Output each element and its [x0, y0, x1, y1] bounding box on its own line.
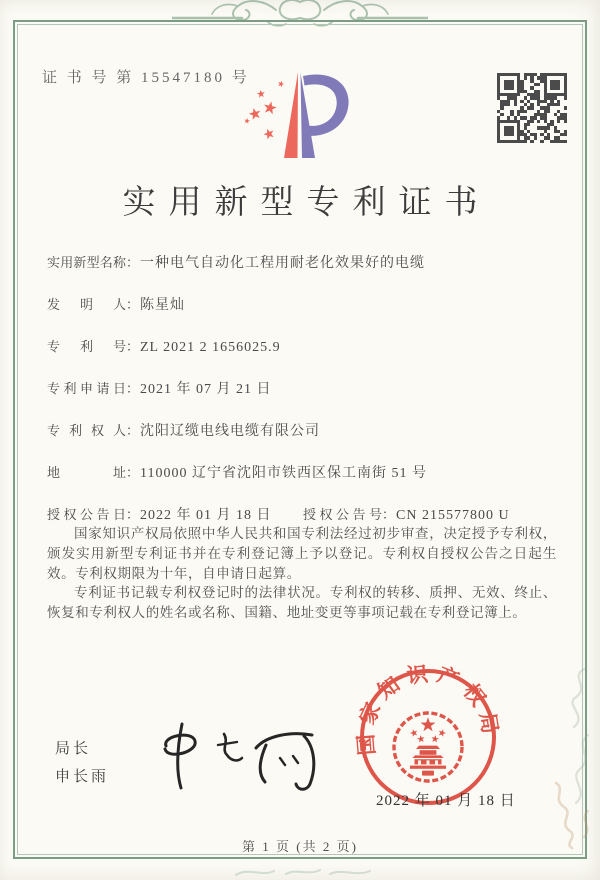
grant-number-pair: 授权公告号：CN 215577800 U [303, 508, 510, 523]
field-label: 专利权人 [47, 423, 126, 438]
field-row-patentee: 专利权人：沈阳辽缆电线电缆有限公司 [47, 419, 557, 442]
field-label: 地址 [47, 465, 126, 480]
signer-name: 申长雨 [55, 769, 110, 785]
field-list [47, 251, 557, 545]
bottom-ornament [228, 865, 378, 880]
field-label: 实用新型名称 [47, 255, 126, 270]
seal-date: 2022 年 01 月 18 日 [376, 793, 516, 809]
signer-title: 局长 [55, 741, 92, 757]
seal-text: 国家知识产权局 [353, 661, 504, 757]
field-value: 沈阳辽缆电线电缆有限公司 [140, 424, 320, 439]
field-value: CN 215577800 U [396, 508, 510, 523]
field-value: 一种电气自动化工程用耐老化效果好的电缆 [140, 256, 425, 271]
emblem-gate [410, 746, 446, 776]
field-value: 陈星灿 [140, 298, 185, 313]
field-label: 发明人 [47, 297, 126, 312]
cnipa-logo-icon [240, 64, 355, 164]
field-label: 专利申请日 [47, 381, 126, 396]
top-ornament [172, 0, 428, 30]
certificate-title: 实用新型专利证书 [122, 185, 491, 221]
field-value: 2022 年 01 月 18 日 [140, 508, 272, 523]
page-number: 第 1 页 (共 2 页) [242, 839, 358, 854]
field-row-grant [47, 503, 557, 526]
field-value: 2021 年 07 月 21 日 [140, 382, 272, 397]
field-row-address: 地址：110000 辽宁省沈阳市铁西区保工南街 51 号 [47, 461, 557, 484]
field-row-name: 实用新型名称：一种电气自动化工程用耐老化效果好的电缆 [47, 251, 557, 274]
field-row-filing-date: 专利申请日：2021 年 07 月 21 日 [47, 377, 557, 400]
field-label: 授权公告号 [303, 507, 382, 522]
legal-paragraph-2: 专利证书记载专利权登记时的法律状况。专利权的转移、质押、无效、终止、恢复和专利权人的姓名或名称、国籍、地址变更等事项记载在专利登记簿上。 [47, 585, 557, 621]
field-label: 专利号 [47, 339, 126, 354]
legal-paragraph-1: 国家知识产权局依照中华人民共和国专利法经过初步审查，决定授予专利权，颁发实用新型专利证书并在专利登记簿上予以登记。专利权自授权公告之日起生效。专利权期限为十年，自申请日起算。 [47, 526, 557, 581]
field-value: 110000 辽宁省沈阳市铁西区保工南街 51 号 [140, 466, 427, 481]
grant-date-pair: 授权公告日：2022 年 01 月 18 日 [47, 503, 303, 527]
signer-block [55, 735, 109, 791]
field-row-inventor: 发明人：陈星灿 [47, 293, 557, 316]
svg-text:国家知识产权局 [353, 661, 503, 756]
qr-code [497, 73, 567, 143]
field-row-patent-no: 专利号：ZL 2021 2 1656025.9 [47, 335, 557, 358]
field-value: ZL 2021 2 1656025.9 [140, 340, 281, 355]
field-label: 授权公告日 [47, 507, 126, 522]
certificate-number: 证 书 号 第 15547180 号 [42, 70, 250, 86]
director-signature [142, 716, 332, 804]
bleed-through-marks [544, 665, 598, 850]
legal-text [47, 524, 557, 623]
